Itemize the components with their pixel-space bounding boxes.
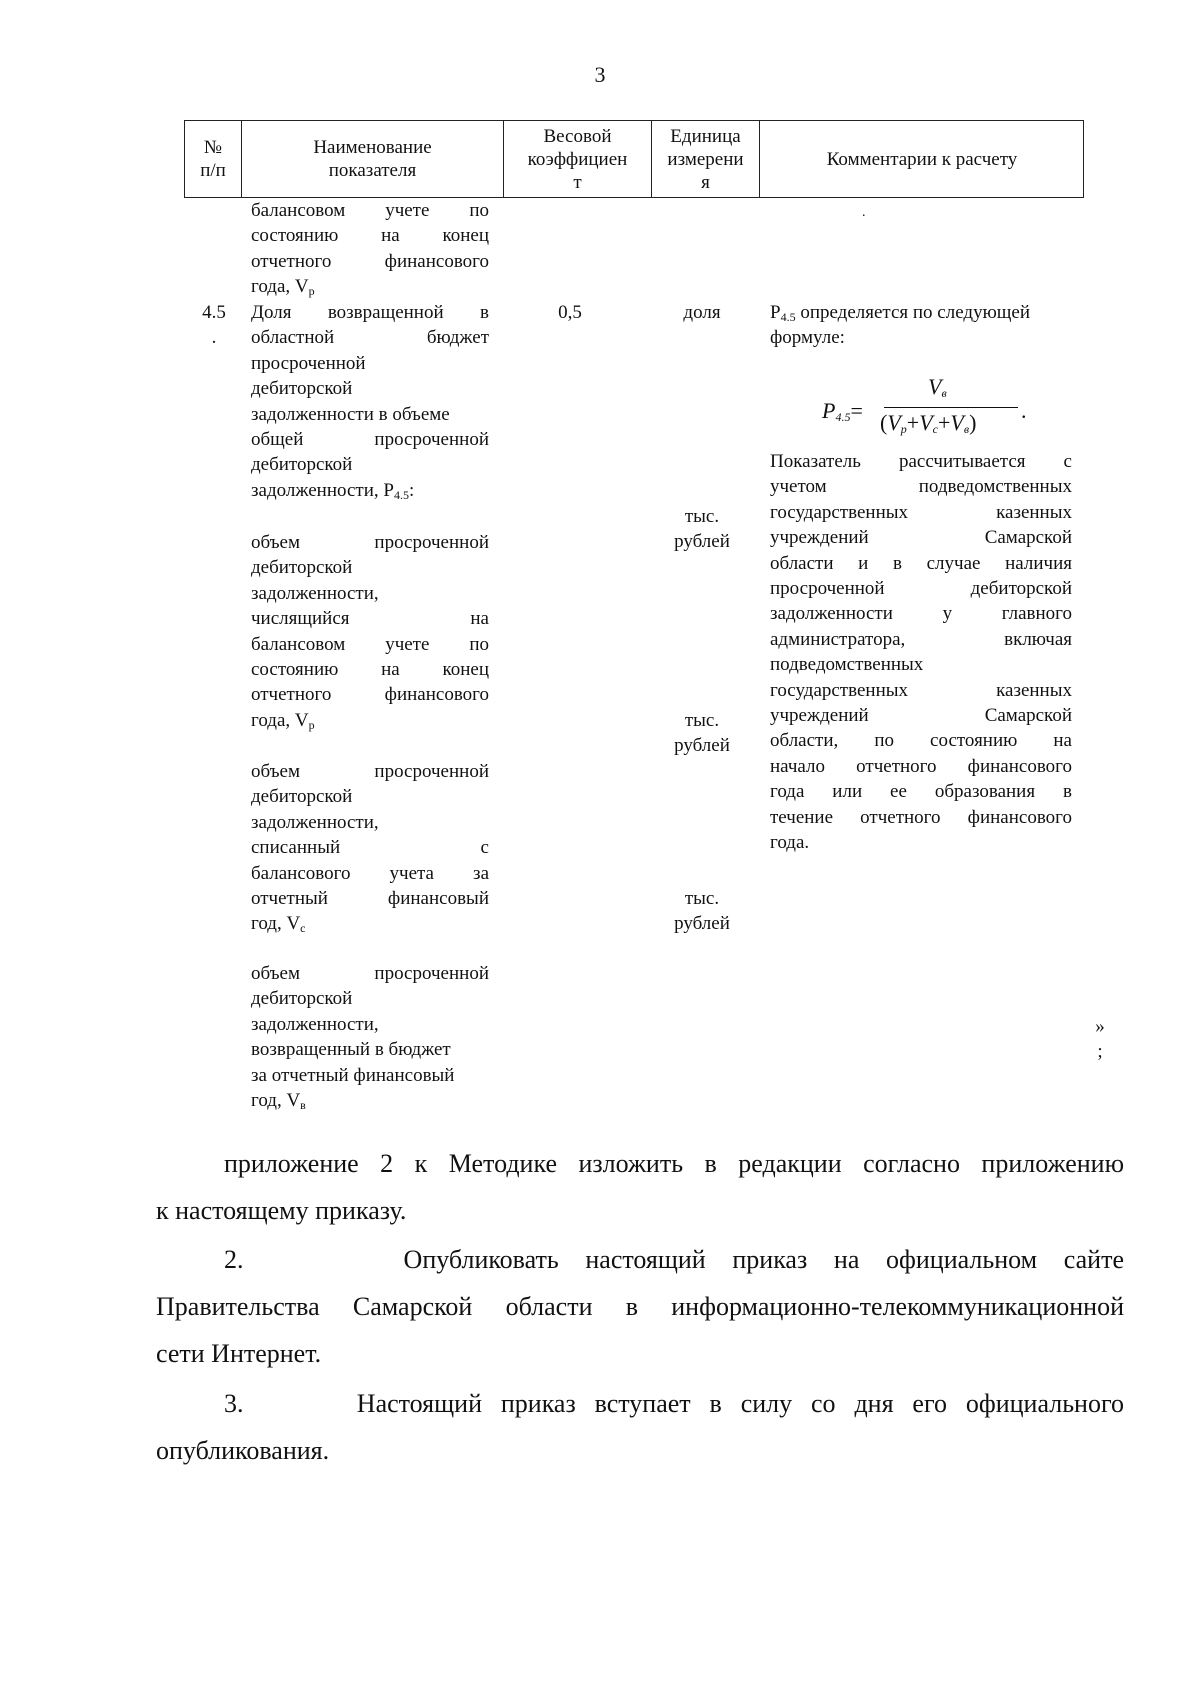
sub-item-vc: объем просроченной дебиторской задолженности, списанный с балансового учета за отчетный финансовый год, $V_с$ <box>251 761 489 936</box>
stray-dot: . <box>862 205 866 220</box>
sub-item-vv: объем просроченной дебиторской задолженности, возвращенный в бюджет за отчетный финансовый год, $V_в$ <box>251 963 489 1113</box>
sub-item-vc-unit: тыс. рублей <box>674 710 730 757</box>
header-comment: Комментарии к расчету <box>759 121 1084 197</box>
header-indicator-name: Наименование показателя <box>241 121 503 197</box>
row-number: 4.5 . <box>202 302 226 349</box>
header-number: № п/п <box>200 137 226 181</box>
paragraph-2: 2. Опубликовать настоящий приказ на официальном сайте Правительства Самарской области в информационно-телекоммуникационной сети Интернет. <box>156 1245 1124 1368</box>
paragraph-3: 3. Настоящий приказ вступает в силу со дня его официального опубликования. <box>156 1389 1124 1465</box>
row-weight: 0,5 <box>558 302 582 323</box>
formula-denominator: $(V_р+V_с+V_в)$ <box>880 410 977 436</box>
header-unit: Единица измерени я <box>651 121 759 197</box>
table-header-row <box>184 120 1084 198</box>
closing-quote: » ; <box>1095 1016 1105 1063</box>
page-number: 3 <box>594 62 606 87</box>
fraction-bar <box>884 407 1018 408</box>
row-unit: доля <box>683 302 721 323</box>
sub-item-vp-unit: тыс. рублей <box>674 506 730 553</box>
formula: $P_{4.5}=$ $V_в$ $(V_р+V_с+V_в)$ . <box>822 374 1027 436</box>
sub-item-vv-unit: тыс. рублей <box>674 888 730 935</box>
paragraph-1: приложение 2 к Методике изложить в редакции согласно приложению к настоящему приказу. <box>156 1149 1124 1225</box>
sub-item-vp: объем просроченной дебиторской задолженности, числящийся на балансовом учете по состоянию на конец отчетного финансового года, $V_р$ <box>251 532 489 732</box>
carry-over-text: балансовом учете по состоянию на конец отчетного финансового года, $V_р$ <box>251 200 489 299</box>
row-comment-text: Показатель рассчитывается с учетом подведомственных государственных казенных учреждений Самарской области и в случае наличия просроченной дебиторской задолженности у главного администратора, включая подведомственных государственных казенных учреждений Самарской области, по состоянию на начало отчетного финансового года или ее образования в течение отчетного финансового года. <box>770 451 1072 854</box>
row-indicator-name: Доля возвращенной в областной бюджет просроченной дебиторской задолженности в объеме общей просроченной дебиторской задолженности, $P_{4.5}$: <box>251 302 489 502</box>
row-comment-intro: $P_{4.5}$ определяется по следующей формуле: <box>770 302 1030 349</box>
header-weight: Весовой коэффициен т <box>503 121 651 197</box>
